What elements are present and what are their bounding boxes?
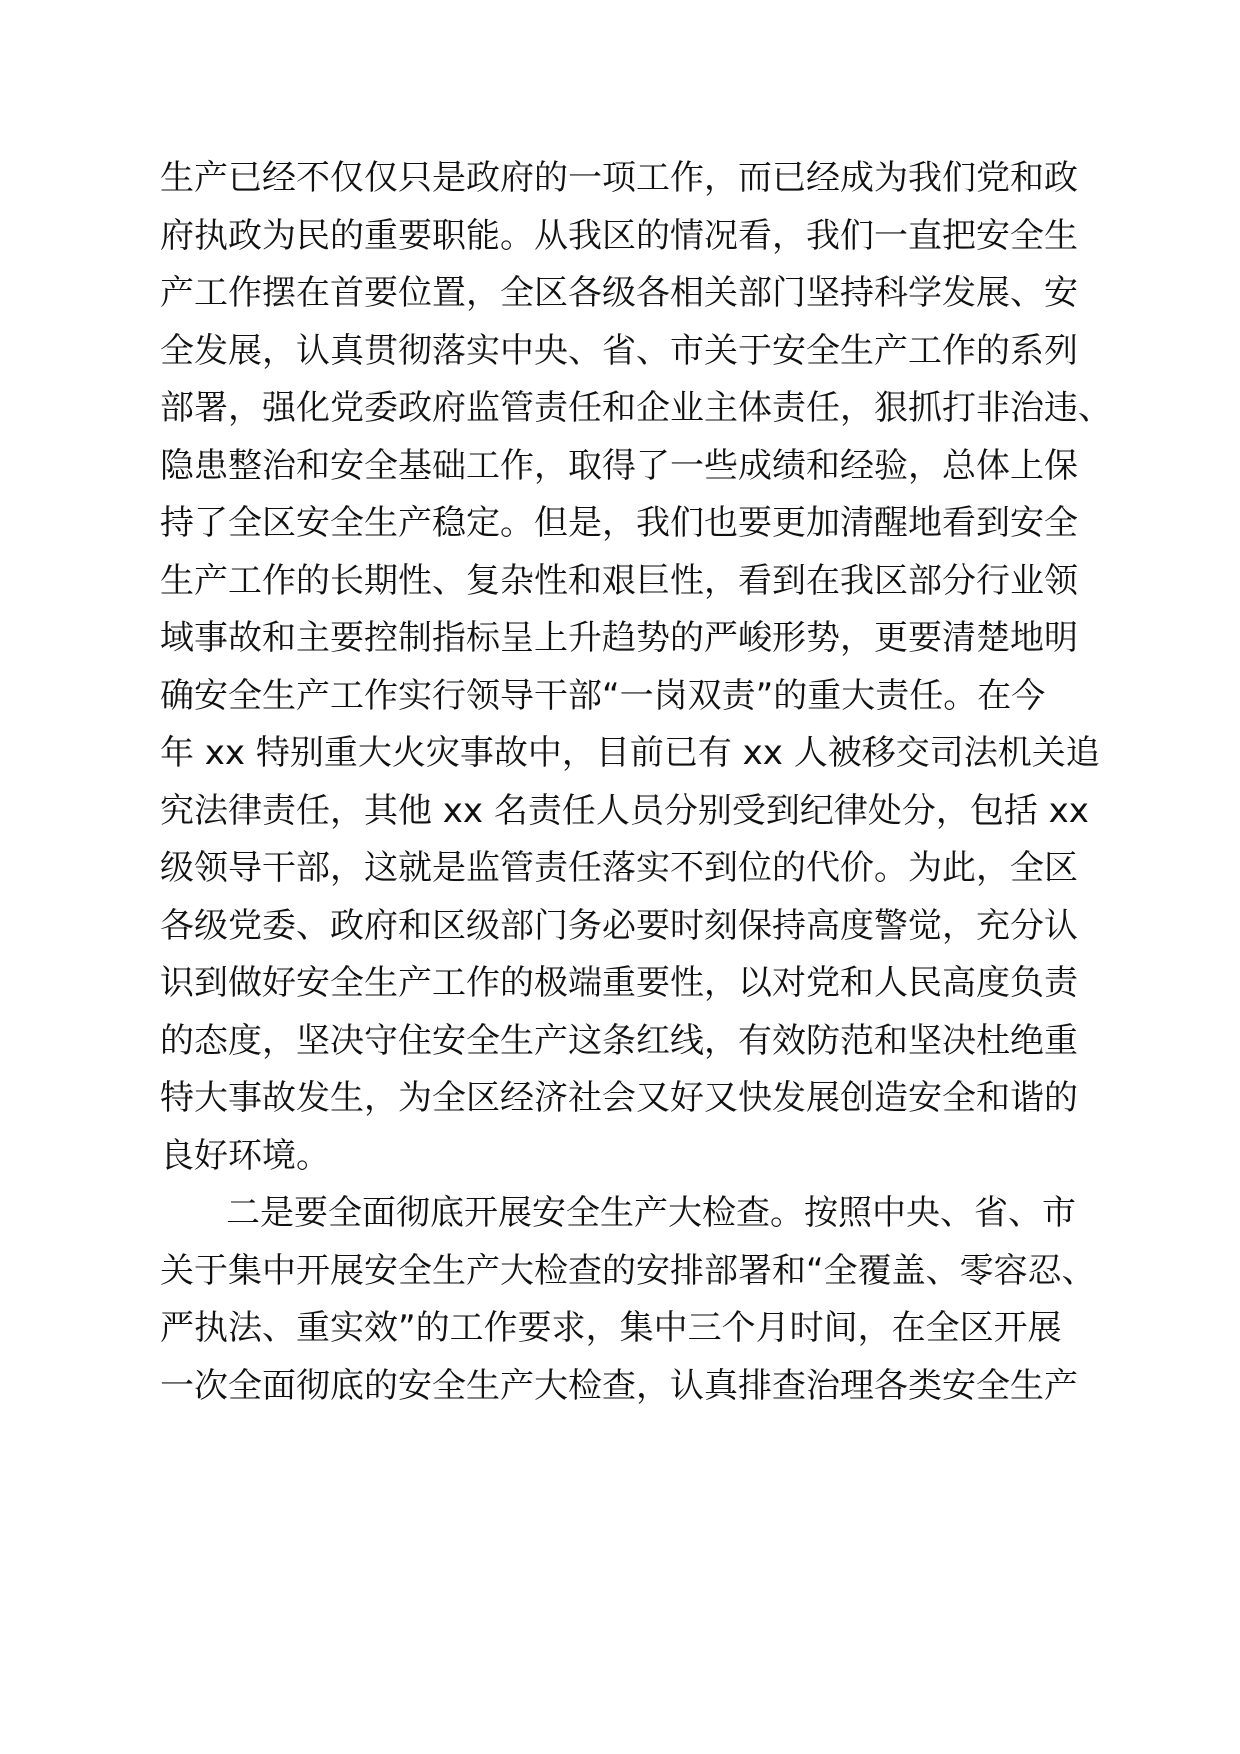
text-line-8: 生产工作的长期性、复杂性和艰巨性，看到在我区部分行业领 — [160, 561, 1078, 601]
text-line-4: 全发展，认真贯彻落实中央、省、市关于安全生产工作的系列 — [160, 331, 1078, 371]
text-line-3: 产工作摆在首要位置，全区各级各相关部门坚持科学发展、安 — [160, 273, 1078, 313]
text-line-18: 良好环境。 — [160, 1136, 330, 1176]
text-line-16: 的态度，坚决守住安全生产这条红线，有效防范和坚决杜绝重 — [160, 1021, 1078, 1061]
text-line-19-paragraph-start: 二是要全面彻底开展安全生产大检查。按照中央、省、市 — [226, 1193, 1076, 1233]
text-line-22: 一次全面彻底的安全生产大检查，认真排查治理各类安全生产 — [160, 1366, 1078, 1406]
text-line-17: 特大事故发生，为全区经济社会又好又快发展创造安全和谐的 — [160, 1078, 1078, 1118]
text-line-21: 严执法、重实效”的工作要求，集中三个月时间，在全区开展 — [160, 1308, 1062, 1348]
text-line-6: 隐患整治和安全基础工作，取得了一些成绩和经验，总体上保 — [160, 446, 1078, 486]
text-line-10: 确安全生产工作实行领导干部“一岗双责”的重大责任。在今 — [160, 676, 1046, 716]
text-line-5: 部署，强化党委政府监管责任和企业主体责任，狠抓打非治违、 — [160, 388, 1112, 428]
text-line-2: 府执政为民的重要职能。从我区的情况看，我们一直把安全生 — [160, 216, 1078, 256]
text-line-20: 关于集中开展安全生产大检查的安排部署和“全覆盖、零容忍、 — [160, 1251, 1096, 1291]
text-line-7: 持了全区安全生产稳定。但是，我们也要更加清醒地看到安全 — [160, 503, 1078, 543]
text-line-12: 究法律责任，其他 xx 名责任人员分别受到纪律处分，包括 xx — [160, 791, 1089, 831]
text-line-15: 识到做好安全生产工作的极端重要性，以对党和人民高度负责 — [160, 963, 1078, 1003]
text-line-14: 各级党委、政府和区级部门务必要时刻保持高度警觉，充分认 — [160, 906, 1078, 946]
text-line-9: 域事故和主要控制指标呈上升趋势的严峻形势，更要清楚地明 — [160, 618, 1078, 658]
text-line-13: 级领导干部，这就是监管责任落实不到位的代价。为此，全区 — [160, 848, 1078, 888]
text-line-1: 生产已经不仅仅只是政府的一项工作，而已经成为我们党和政 — [160, 158, 1078, 198]
text-line-11: 年 xx 特别重大火灾事故中，目前已有 xx 人被移交司法机关追 — [160, 733, 1100, 773]
